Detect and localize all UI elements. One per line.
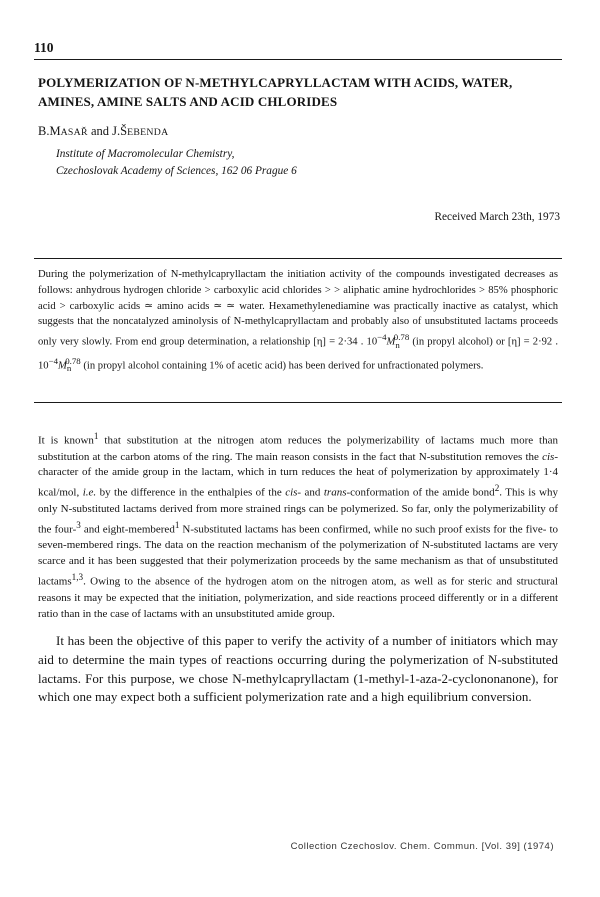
intro-paragraph: It is known$^1$ that substitution at the nitrogen atom reduces the polymerizability of lactams much more than substitution at the carbon atoms of the ring. The main reason consists in the fact that N-substitution removes the cis-character of the amide group in the lactam, which in turn reduces the heat of polymerization by approximately 1·4 kcal/mol, i.e. by the difference in the enthalpies of the cis- and trans-conformation of the amide bond$^2$. This is why only N-substituted lactams derived from more strained rings can be polymerized. So far, only the polymerizability of the four-$^3$ and eight-membered$^1$ N-substituted lactams has been confirmed, while no such proof exists for the five- to seven-membered rings. The data on the reaction mechanism of the polymerization of N-substituted lactams are very scarce and it has been suggested that their polymerization proceeds by the same mechanism as that of unsubstituted lactams$^{1,3}$. Owing to the absence of the hydrogen atom on the nitrogen atom, as well as for steric and structural reasons it may be expected that the initiation, polymerization, and side reactions proceed differently or in a different ratio than in the case of lactams with an unsubstituted amide group. <box>38 431 558 620</box>
affiliation-line-2: Czechoslovak Academy of Sciences, 162 06 Prague 6 <box>56 165 297 177</box>
page-number: 110 <box>34 40 54 55</box>
received-date: Received March 23th, 1973 <box>434 211 560 223</box>
article-title: POLYMERIZATION OF N-METHYLCAPRYLLACTAM WITH ACIDS, WATER, AMINES, AMINE SALTS AND ACID CHLORIDES <box>38 75 513 109</box>
abstract: During the polymerization of N-methylcapryllactam the initiation activity of the compounds investigated decreases as follows: anhydrous hydrogen chloride > carboxylic acid chlorides > > aliphatic amine hydrochlorides > 85% phosphoric acid > carboxylic acids ≃ amino acids ≃ ≃ water. Hexamethylenediamine was practically inactive as catalyst, which suggests that the noncatalyzed aminolysis of N-methylcapryllactam and probably also of unsubstituted lactams proceeds only very slowly. From end group determination, a relationship [η] = 2·34 . $10^{-4}M_n^{0.78}$ (in propyl alcohol) or [η] = 2·92 . $10^{-4}M_n^{0.78}$ (in propyl alcohol containing 1% of acetic acid) has been derived for unfractionated polymers. <box>38 269 558 374</box>
journal-footer: Collection Czechoslov. Chem. Commun. [Vol. 39] (1974) <box>290 841 554 852</box>
abstract-top-rule <box>34 258 562 259</box>
header-rule <box>34 59 562 60</box>
affiliation-line-1: Institute of Macromolecular Chemistry, <box>56 148 235 160</box>
author-line: B.MASAŘ and J.ŠEBENDA <box>38 124 169 138</box>
abstract-bottom-rule <box>34 402 562 403</box>
objective-paragraph: It has been the objective of this paper to verify the activity of a number of initiators which may aid to determine the main types of reactions occurring during the polymerization of N-substituted lactams. For this purpose, we chose N-methylcapryllactam (1-methyl-1-aza-2-cyclononanone), for which one may expect both a sufficient polymerization rate and a high equilibrium conversion. <box>38 633 558 705</box>
affiliation <box>56 146 297 180</box>
